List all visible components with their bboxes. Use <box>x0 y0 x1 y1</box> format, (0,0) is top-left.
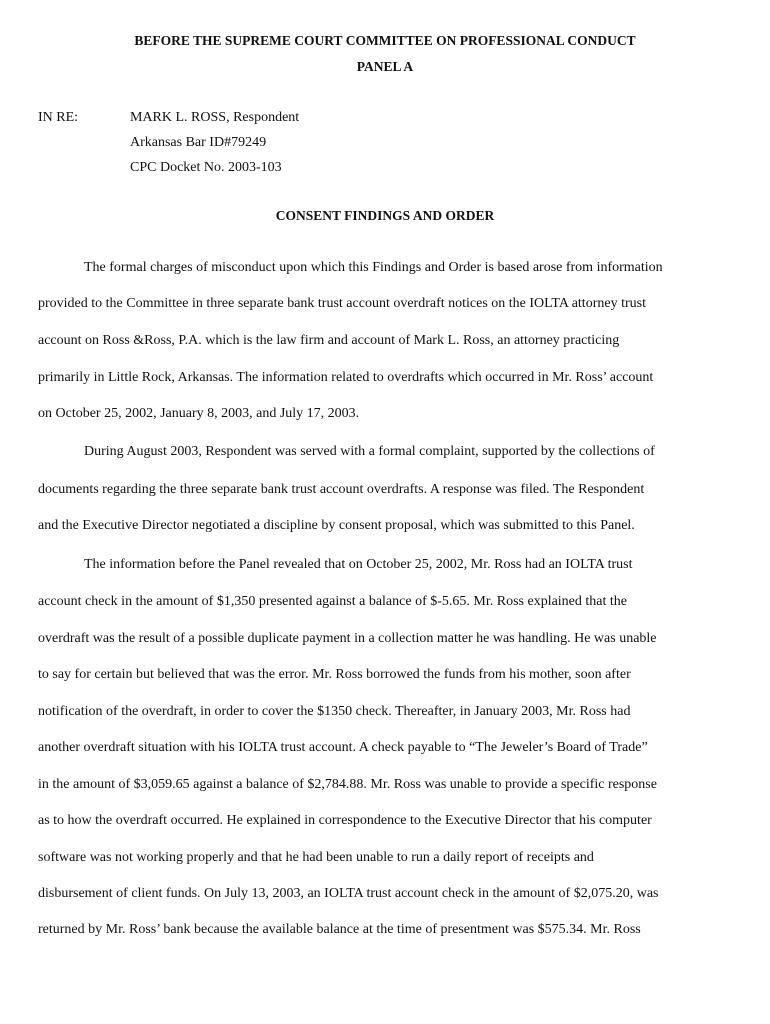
body-line: on October 25, 2002, January 8, 2003, and July 17, 2003. <box>38 406 360 421</box>
body-line: The formal charges of misconduct upon which this Findings and Order is based arose from information <box>84 260 663 275</box>
body-line: notification of the overdraft, in order to cover the $1350 check. Thereafter, in January 2003, Mr. Ross had <box>38 704 631 719</box>
court-heading: BEFORE THE SUPREME COURT COMMITTEE ON PROFESSIONAL CONDUCT <box>134 33 636 48</box>
body-line: returned by Mr. Ross’ bank because the available balance at the time of presentment was $575.34. Mr. Ross <box>38 922 641 937</box>
body-line: in the amount of $3,059.65 against a balance of $2,784.88. Mr. Ross was unable to provide a specific response <box>38 777 657 792</box>
body-line: The information before the Panel revealed that on October 25, 2002, Mr. Ross had an IOLTA trust <box>84 557 633 572</box>
body-line: overdraft was the result of a possible duplicate payment in a collection matter he was handling. He was unable <box>38 631 657 646</box>
body-line: provided to the Committee in three separate bank trust account overdraft notices on the IOLTA attorney trust <box>38 296 646 311</box>
body-line: another overdraft situation with his IOLTA trust account. A check payable to “The Jeweler’s Board of Trade” <box>38 740 648 755</box>
body-line: primarily in Little Rock, Arkansas. The information related to overdrafts which occurred in Mr. Ross’ account <box>38 370 654 385</box>
document-title: CONSENT FINDINGS AND ORDER <box>275 208 495 223</box>
body-line: software was not working properly and that he had been unable to run a daily report of receipts and <box>38 850 594 865</box>
respondent-name: MARK L. ROSS, Respondent <box>130 110 300 125</box>
caption-label: IN RE: <box>38 110 79 125</box>
panel-heading: PANEL A <box>356 59 414 74</box>
bar-id: Arkansas Bar ID#79249 <box>130 135 267 150</box>
body-line: documents regarding the three separate bank trust account overdrafts. A response was filed. The Respondent <box>38 482 645 497</box>
body-line: account on Ross &Ross, P.A. which is the law firm and account of Mark L. Ross, an attorney practicing <box>38 333 620 348</box>
body-line: disbursement of client funds. On July 13, 2003, an IOLTA trust account check in the amount of $2,075.20, was <box>38 886 659 901</box>
docket-number: CPC Docket No. 2003-103 <box>130 160 282 175</box>
body-line: and the Executive Director negotiated a discipline by consent proposal, which was submitted to this Panel. <box>38 518 635 533</box>
body-line: During August 2003, Respondent was served with a formal complaint, supported by the collections of <box>84 444 655 459</box>
body-line: as to how the overdraft occurred. He explained in correspondence to the Executive Director that his computer <box>38 813 652 828</box>
body-line: account check in the amount of $1,350 presented against a balance of $-5.65. Mr. Ross explained that the <box>38 594 627 609</box>
body-line: to say for certain but believed that was the error. Mr. Ross borrowed the funds from his mother, soon after <box>38 667 631 682</box>
